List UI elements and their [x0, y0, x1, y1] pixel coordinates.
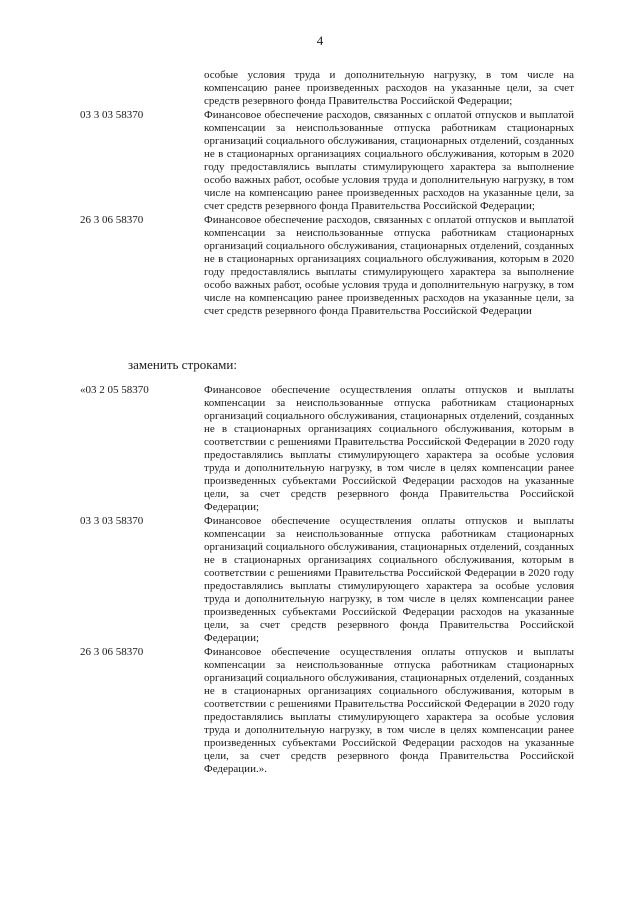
budget-code: 03 3 03 58370: [80, 109, 144, 121]
budget-row: [80, 515, 574, 645]
replace-heading: заменить строками:: [128, 357, 237, 372]
budget-row: [80, 214, 574, 318]
budget-row: [80, 646, 574, 776]
budget-code: 26 3 06 58370: [80, 214, 144, 226]
budget-description: Финансовое обеспечение осуществления оплаты отпусков и выплаты компенсации за неиспользованные отпуска работникам стационарных организаций социального обслуживания, стационарных отделений, созданных не в стационарных организациях социального обслуживания, которым в соответствии с решениями Правительства Российской Федерации в 2020 году предоставлялись выплаты стимулирующего характера за особые условия труда и дополнительную нагрузку, в том числе в целях компенсации ранее произведенных субъектами Российской Федерации расходов на указанные цели, за счет средств резервного фонда Правительства Российской Федерации.».: [204, 646, 574, 775]
budget-code: «03 2 05 58370: [80, 384, 149, 396]
budget-row: [80, 384, 574, 514]
budget-description: Финансовое обеспечение осуществления оплаты отпусков и выплаты компенсации за неиспользованные отпуска работникам стационарных организаций социального обслуживания, стационарных отделений, созданных не в стационарных организациях социального обслуживания, которым в соответствии с решениями Правительства Российской Федерации в 2020 году предоставлялись выплаты стимулирующего характера за особые условия труда и дополнительную нагрузку, в том числе в целях компенсации ранее произведенных субъектами Российской Федерации расходов на указанные цели, за счет средств резервного фонда Правительства Российской Федерации;: [204, 515, 574, 644]
budget-code: 03 3 03 58370: [80, 515, 144, 527]
budget-description: Финансовое обеспечение расходов, связанных с оплатой отпусков и выплатой компенсации за неиспользованные отпуска работникам стационарных организаций социального обслуживания, стационарных отделений, созданных не в стационарных организациях социального обслуживания, которым в 2020 году предоставлялись выплаты стимулирующего характера за выполнение особо важных работ, особые условия труда и дополнительную нагрузку, в том числе на компенсацию ранее произведенных расходов на указанные цели, за счет средств резервного фонда Правительства Российской Федерации: [204, 214, 574, 317]
budget-row: [80, 109, 574, 213]
budget-description: Финансовое обеспечение расходов, связанных с оплатой отпусков и выплатой компенсации за неиспользованные отпуска работникам стационарных организаций социального обслуживания, стационарных отделений, созданных не в стационарных организациях социального обслуживания, которым в 2020 году предоставлялись выплаты стимулирующего характера за выполнение особо важных работ, особые условия труда и дополнительную нагрузку, в том числе на компенсацию ранее произведенных расходов на указанные цели, за счет средств резервного фонда Правительства Российской Федерации;: [204, 109, 574, 212]
top-block: [80, 69, 574, 318]
bottom-block: [80, 384, 574, 776]
top-lead-text: особые условия труда и дополнительную нагрузку, в том числе на компенсацию ранее произведенных расходов на указанные цели, за счет средств резервного фонда Правительства Российской Федерации;: [204, 69, 574, 107]
page-number: 4: [316, 33, 324, 48]
budget-code: 26 3 06 58370: [80, 646, 144, 658]
budget-description: Финансовое обеспечение осуществления оплаты отпусков и выплаты компенсации за неиспользованные отпуска работникам стационарных организаций социального обслуживания, стационарных отделений, созданных не в стационарных организациях социального обслуживания, которым в соответствии с решениями Правительства Российской Федерации в 2020 году предоставлялись выплаты стимулирующего характера за особые условия труда и дополнительную нагрузку, в том числе в целях компенсации ранее произведенных субъектами Российской Федерации расходов на указанные цели, за счет средств резервного фонда Правительства Российской Федерации;: [204, 384, 574, 513]
